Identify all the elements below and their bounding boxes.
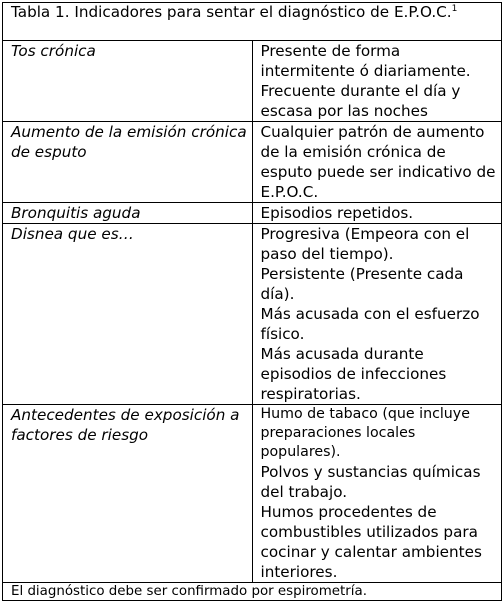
- indicator-cell: Antecedentes de exposición a factores de riesgo: [3, 405, 253, 583]
- description-line: Más acusada con el esfuerzo físico.: [260, 305, 480, 343]
- table-footnote-row: [3, 583, 502, 601]
- description-line: Progresiva (Empeora con el paso del tiempo).: [260, 225, 470, 263]
- table-row: [3, 41, 502, 122]
- description-cell: [252, 203, 502, 224]
- table-caption-text: Tabla 1. Indicadores para sentar el diagnóstico de E.P.O.C.: [11, 3, 452, 21]
- table-row: [3, 122, 502, 203]
- description-cell: [252, 41, 502, 122]
- description-line: Frecuente durante el día y escasa por las noches: [260, 82, 461, 120]
- table-caption: [3, 3, 502, 41]
- description-line: Humo de tabaco (que incluye preparaciones locales populares).: [260, 406, 470, 460]
- indicator-cell: Tos crónica: [3, 41, 253, 122]
- table-caption-row: [3, 3, 502, 41]
- description-cell: [252, 122, 502, 203]
- description-line: Más acusada durante episodios de infecciones respiratorias.: [260, 345, 447, 403]
- description-line: Persistente (Presente cada día).: [260, 265, 464, 303]
- table-row: [3, 203, 502, 224]
- indicator-cell: Disnea que es…: [3, 224, 253, 405]
- description-cell: [252, 405, 502, 583]
- table-caption-reference: 1: [451, 3, 458, 14]
- indicator-cell: Aumento de la emisión crónica de esputo: [3, 122, 253, 203]
- description-line: Humos procedentes de combustibles utilizados para cocinar y calentar ambientes interiores.: [260, 503, 482, 581]
- description-line: Cualquier patrón de aumento de la emisión crónica de esputo puede ser indicativo de E.P.O.C.: [260, 123, 496, 201]
- description-line: Presente de forma intermitente ó diariamente.: [260, 42, 471, 80]
- table-footnote: El diagnóstico debe ser confirmado por espirometría.: [3, 583, 502, 601]
- indicators-table: [2, 2, 502, 601]
- description-line: Polvos y sustancias químicas del trabajo.: [260, 463, 481, 501]
- description-line: Episodios repetidos.: [260, 204, 414, 222]
- indicator-cell: Bronquitis aguda: [3, 203, 253, 224]
- description-cell: [252, 224, 502, 405]
- table-row: [3, 405, 502, 583]
- table-row: [3, 224, 502, 405]
